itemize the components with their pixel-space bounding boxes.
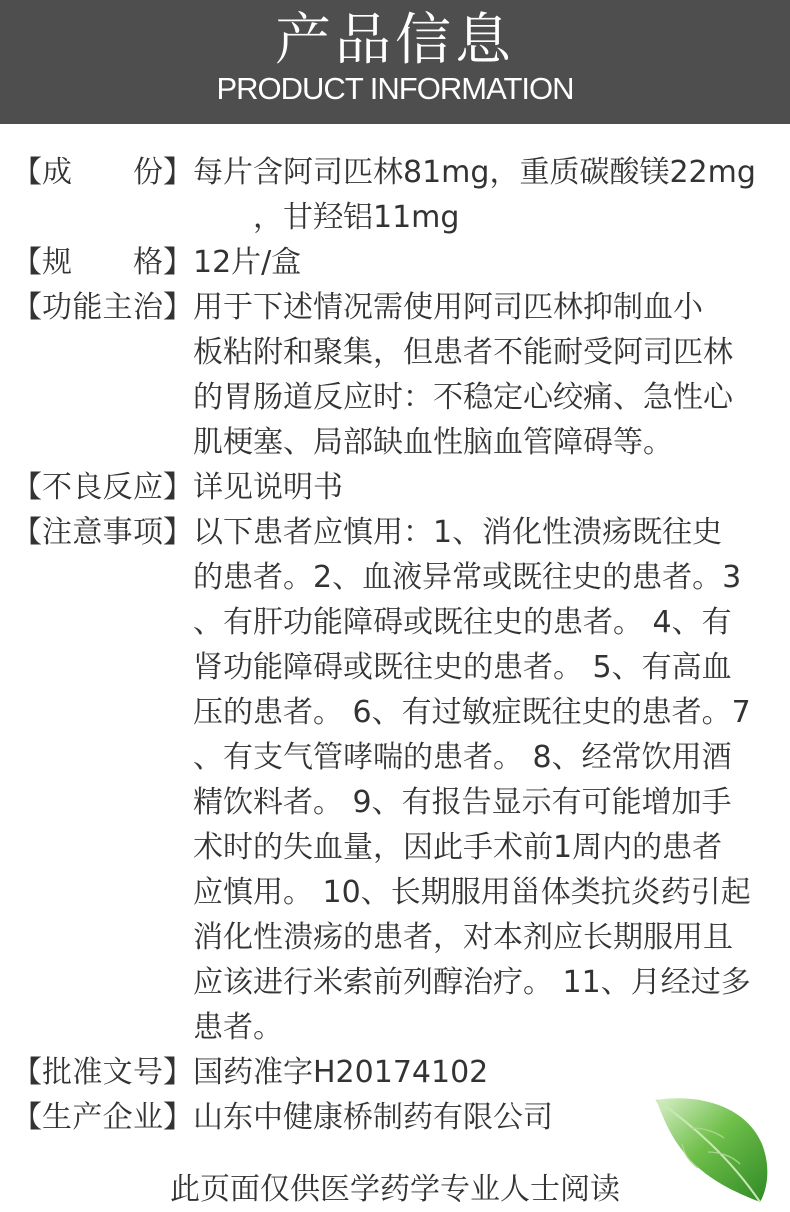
row-value: 每片含阿司匹林81mg，重质碳酸镁22mg ，甘羟铝11mg (193, 155, 756, 235)
row-value: 山东中健康桥制药有限公司 (193, 1100, 553, 1135)
row-value: 12片/盒 (193, 245, 302, 280)
row-label: 【 成 份 】 (12, 155, 193, 190)
row-label: 【 批准文号 】 (12, 1055, 193, 1090)
info-row-precautions (12, 510, 782, 1050)
info-row-ingredients (12, 150, 782, 240)
row-label: 【 生产企业 】 (12, 1100, 193, 1135)
page-subtitle: PRODUCT INFORMATION (216, 71, 574, 106)
info-row-specification (12, 240, 782, 285)
row-label: 【 注意事项 】 (12, 515, 193, 550)
row-label: 【 功能主治 】 (12, 290, 193, 325)
row-value: 用于下述情况需使用阿司匹林抑制血小 板粘附和聚集，但患者不能耐受阿司匹林 的胃肠道反应时：不稳定心绞痛、急性心 肌梗塞、局部缺血性脑血管障碍等。 (193, 290, 733, 460)
page-title: 产品信息 (275, 8, 515, 73)
product-info-list (12, 150, 782, 1140)
row-label: 【 规 格 】 (12, 245, 193, 280)
green-leaf-icon (652, 1092, 772, 1204)
row-value: 以下患者应慎用：1、消化性溃疡既往史 的患者。2、血液异常或既往史的患者。3 、有肝功能障碍或既往史的患者。 4、有 肾功能障碍或既往史的患者。 5、有高血 压的患者。 6、有过敏症既往史的患者。7 、有支气管哮喘的患者。 8、经常饮用酒 精饮料者。 9、有报告显示有可能增加手 术时的失血量，因此手术前1周内的患者 应慎用。 10、长期服用甾体类抗炎药引起 消化性溃疡的患者，对本剂应长期服用且 应该进行米索前列醇治疗。 11、月经过多 患者。 (193, 515, 751, 1045)
header-banner (0, 0, 790, 124)
info-row-indications (12, 285, 782, 465)
row-value: 国药准字H20174102 (193, 1055, 489, 1090)
professional-notice: 此页面仅供医学药学专业人士阅读 (170, 1172, 620, 1207)
row-value: 详见说明书 (193, 470, 343, 505)
info-row-approval-number (12, 1050, 782, 1095)
info-row-adverse-reactions (12, 465, 782, 510)
row-label: 【 不良反应 】 (12, 470, 193, 505)
